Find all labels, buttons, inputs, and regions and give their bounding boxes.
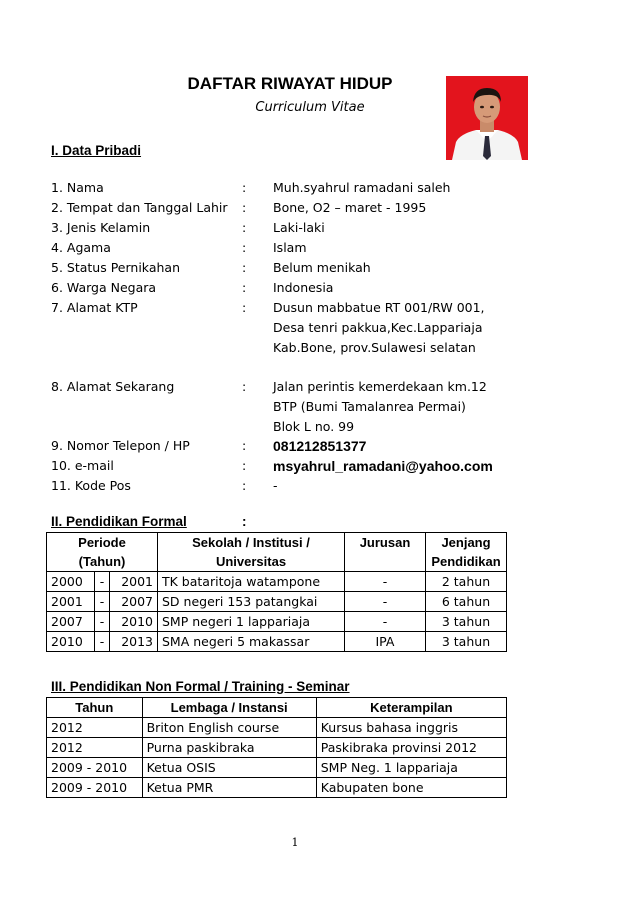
school-cell: SMP negeri 1 lappariaja (158, 612, 345, 632)
email-value: msyahrul_ramadani@yahoo.com (273, 458, 493, 474)
year-from: 2010 (47, 632, 95, 652)
major-cell: - (345, 612, 426, 632)
header-text: (Tahun) (78, 554, 126, 569)
field-label: 9. Nomor Telepon / HP (51, 438, 190, 453)
field-value-line: Kab.Bone, prov.Sulawesi selatan (273, 340, 476, 355)
field-label: 4. Agama (51, 240, 111, 255)
year-dash: - (94, 632, 110, 652)
column-header-school (158, 533, 345, 572)
field-value: Muh.syahrul ramadani saleh (273, 180, 451, 195)
level-cell: 2 tahun (426, 572, 507, 592)
formal-education-table (46, 532, 507, 652)
section-heading-personal: I. Data Pribadi (51, 143, 142, 158)
personal-row (0, 258, 638, 278)
page-number: 1 (291, 836, 299, 849)
table-row (47, 738, 507, 758)
school-cell: SD negeri 153 patangkai (158, 592, 345, 612)
header-text: Periode (78, 535, 126, 550)
colon: : (242, 240, 247, 255)
year-to: 2013 (110, 632, 158, 652)
table-header-row (47, 533, 507, 572)
school-cell: TK bataritoja watampone (158, 572, 345, 592)
table-row (47, 632, 507, 652)
year-dash: - (94, 612, 110, 632)
colon: : (242, 260, 247, 275)
table-row (47, 778, 507, 798)
column-header-major (345, 533, 426, 572)
colon: : (242, 458, 247, 473)
personal-row (0, 218, 638, 238)
header-text: Jurusan (359, 535, 411, 550)
school-cell: SMA negeri 5 makassar (158, 632, 345, 652)
major-cell: IPA (345, 632, 426, 652)
skill-cell: Paskibraka provinsi 2012 (316, 738, 506, 758)
year-to: 2007 (110, 592, 158, 612)
field-value: Belum menikah (273, 260, 371, 275)
year-to: 2001 (110, 572, 158, 592)
personal-row (0, 436, 638, 456)
page-subtitle: Curriculum Vitae (255, 100, 365, 115)
colon: : (242, 300, 247, 315)
personal-row (0, 278, 638, 298)
header-text: Pendidikan (431, 554, 501, 569)
table-row (47, 592, 507, 612)
field-label: 6. Warga Negara (51, 280, 157, 295)
nonformal-education-table (46, 697, 507, 798)
field-label: 2. Tempat dan Tanggal Lahir (51, 200, 228, 215)
field-label: 11. Kode Pos (51, 478, 131, 493)
personal-row (0, 456, 638, 476)
colon: : (242, 478, 247, 493)
column-header-skill: Keterampilan (316, 698, 506, 718)
column-header-period (47, 533, 158, 572)
header-text: Universitas (215, 554, 287, 569)
table-row (47, 612, 507, 632)
personal-row (0, 198, 638, 218)
field-value: Bone, O2 – maret - 1995 (273, 200, 427, 215)
header-text: Sekolah / Institusi / (192, 535, 310, 550)
colon: : (242, 180, 247, 195)
colon: : (242, 514, 247, 529)
year-cell: 2009 - 2010 (47, 778, 143, 798)
field-label: 1. Nama (51, 180, 104, 195)
year-dash: - (94, 572, 110, 592)
personal-row (0, 476, 638, 496)
field-label: 10. e-mail (51, 458, 114, 473)
section-heading-formal: II. Pendidikan Formal (51, 514, 187, 529)
field-label: 3. Jenis Kelamin (51, 220, 151, 235)
profile-photo (446, 76, 528, 160)
personal-row (0, 298, 638, 358)
field-label: 7. Alamat KTP (51, 300, 138, 315)
skill-cell: SMP Neg. 1 lappariaja (316, 758, 506, 778)
major-cell: - (345, 592, 426, 612)
table-row (47, 758, 507, 778)
year-dash: - (94, 592, 110, 612)
header-text: Jenjang (441, 535, 491, 550)
column-header-level (426, 533, 507, 572)
colon: : (242, 379, 247, 394)
personal-row (0, 238, 638, 258)
field-value: Indonesia (273, 280, 334, 295)
year-cell: 2012 (47, 718, 143, 738)
year-cell: 2009 - 2010 (47, 758, 143, 778)
level-cell: 3 tahun (426, 632, 507, 652)
personal-row (0, 178, 638, 198)
person-portrait-icon (446, 76, 528, 160)
level-cell: 3 tahun (426, 612, 507, 632)
column-header-org: Lembaga / Instansi (142, 698, 316, 718)
year-from: 2007 (47, 612, 95, 632)
colon: : (242, 220, 247, 235)
org-cell: Briton English course (142, 718, 316, 738)
field-value: Islam (273, 240, 307, 255)
skill-cell: Kabupaten bone (316, 778, 506, 798)
field-value: Laki-laki (273, 220, 325, 235)
field-value: - (273, 478, 278, 493)
colon: : (242, 280, 247, 295)
field-value-line: Blok L no. 99 (273, 419, 355, 434)
field-label: 5. Status Pernikahan (51, 260, 180, 275)
field-label: 8. Alamat Sekarang (51, 379, 175, 394)
field-value: Jalan perintis kemerdekaan km.12 (273, 379, 487, 394)
year-to: 2010 (110, 612, 158, 632)
section-heading-nonformal: III. Pendidikan Non Formal / Training - Seminar (51, 679, 350, 694)
table-row (47, 718, 507, 738)
level-cell: 6 tahun (426, 592, 507, 612)
personal-row (0, 377, 638, 437)
phone-value: 081212851377 (273, 438, 367, 454)
table-row (47, 572, 507, 592)
year-from: 2001 (47, 592, 95, 612)
page-title: DAFTAR RIWAYAT HIDUP (187, 74, 393, 93)
colon: : (242, 438, 247, 453)
major-cell: - (345, 572, 426, 592)
field-value-line: BTP (Bumi Tamalanrea Permai) (273, 399, 466, 414)
year-from: 2000 (47, 572, 95, 592)
column-header-year: Tahun (47, 698, 143, 718)
table-header-row (47, 698, 507, 718)
year-cell: 2012 (47, 738, 143, 758)
colon: : (242, 200, 247, 215)
field-value-line: Desa tenri pakkua,Kec.Lappariaja (273, 320, 483, 335)
org-cell: Purna paskibraka (142, 738, 316, 758)
org-cell: Ketua OSIS (142, 758, 316, 778)
skill-cell: Kursus bahasa inggris (316, 718, 506, 738)
field-value: Dusun mabbatue RT 001/RW 001, (273, 300, 485, 315)
org-cell: Ketua PMR (142, 778, 316, 798)
